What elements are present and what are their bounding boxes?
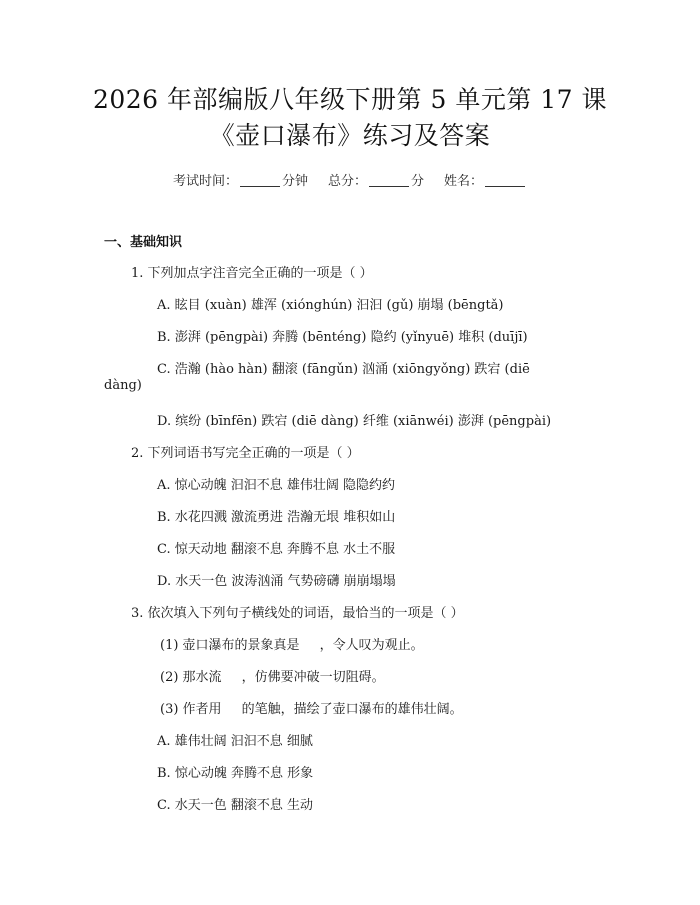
question-2-option-b: B. 水花四溅 激流勇进 浩瀚无垠 堆积如山 xyxy=(157,510,396,525)
question-2-option-d: D. 水天一色 波涛汹涌 气势磅礴 崩崩塌塌 xyxy=(157,574,396,589)
question-1-stem: 1. 下列加点字注音完全正确的一项是（ ） xyxy=(131,266,373,281)
exam-time-label: 考试时间： xyxy=(172,174,238,189)
document-title-line1: 2026 年部编版八年级下册第 5 单元第 17 课 xyxy=(92,85,608,114)
question-3-sentence-1-pre: (1) 壶口瀑布的景象真是 xyxy=(160,638,300,653)
question-3-sentence-3-pre: (3) 作者用 xyxy=(160,702,222,717)
question-3-sentence-3-post: 的笔触，描绘了壶口瀑布的雄伟壮阔。 xyxy=(241,702,463,717)
exam-score-unit: 分 xyxy=(411,174,425,189)
question-3-sentence-1 xyxy=(160,634,424,653)
question-1-option-b: B. 澎湃 (pēngpài) 奔腾 (bēnténg) 隐约 (yǐnyuē) 堆积 (duījī) xyxy=(157,330,528,345)
question-3-option-a: A. 雄伟壮阔 汩汩不息 细腻 xyxy=(157,734,313,749)
question-2-option-a: A. 惊心动魄 汩汩不息 雄伟壮阔 隐隐约约 xyxy=(157,478,396,493)
exam-name-label: 姓名： xyxy=(444,174,484,189)
question-1-option-a: A. 眩目 (xuàn) 雄浑 (xiónghún) 汩汩 (gǔ) 崩塌 (bēngtǎ) xyxy=(157,298,504,313)
exam-name xyxy=(444,174,527,189)
question-3-sentence-2 xyxy=(160,666,385,685)
question-1-option-c: C. 浩瀚 (hào hàn) 翻滚 (fāngǔn) 汹涌 (xiōngyǒng) 跌宕 (diē xyxy=(157,362,530,377)
question-3-sentence-3 xyxy=(160,698,463,717)
exam-score-label: 总分： xyxy=(327,174,367,189)
question-3-stem: 3. 依次填入下列句子横线处的词语，最恰当的一项是（ ） xyxy=(131,606,464,621)
question-2-stem: 2. 下列词语书写完全正确的一项是（ ） xyxy=(131,446,360,461)
exam-time-blank xyxy=(240,174,280,187)
exam-name-blank xyxy=(485,174,525,187)
question-2-option-c: C. 惊天动地 翻滚不息 奔腾不息 水土不服 xyxy=(157,542,396,557)
document-title-line2: 《壶口瀑布》练习及答案 xyxy=(209,121,491,150)
question-3-sentence-2-post: ，仿佛要冲破一切阻碍。 xyxy=(241,670,385,685)
section-heading: 一、基础知识 xyxy=(104,235,183,250)
question-1-option-d: D. 缤纷 (bīnfēn) 跌宕 (diē dàng) 纤维 (xiānwéi) 澎湃 (pēngpài) xyxy=(157,414,552,429)
question-3-sentence-2-pre: (2) 那水流 xyxy=(160,670,222,685)
exam-time xyxy=(173,174,308,189)
question-3-option-c: C. 水天一色 翻滚不息 生动 xyxy=(157,798,314,813)
exam-score xyxy=(328,174,424,189)
question-3-sentence-1-post: ，令人叹为观止。 xyxy=(319,638,424,653)
exam-score-blank xyxy=(369,174,409,187)
exam-time-unit: 分钟 xyxy=(281,174,308,189)
question-1-option-c-wrap: dàng) xyxy=(104,378,142,393)
question-3-option-b: B. 惊心动魄 奔腾不息 形象 xyxy=(157,766,314,781)
exam-meta xyxy=(0,170,700,189)
